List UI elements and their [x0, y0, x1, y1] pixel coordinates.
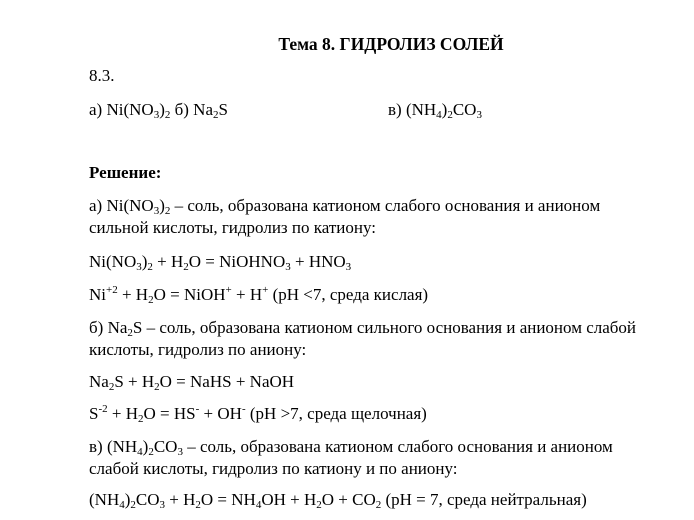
task-number: 8.3.: [89, 66, 115, 85]
task-c-formula: $(NH_4)_2CO_3$: [405, 100, 482, 121]
part-b-equation-2: $S^{-2} + H_2O = HS^- + OH^-$ (pH >7, среда щелочная): [89, 403, 427, 425]
part-a-line1: а) $Ni(NO_3)_2$ – соль, образована катионом слабого основания и анионом: [89, 196, 601, 217]
part-a-equation-1: $Ni(NO_3)_2 + H_2O$ = NiOHNO$_3$ + $HNO_3$: [89, 252, 352, 273]
task-a-label: а): [89, 100, 103, 119]
part-b-equation-1: $Na_2S + H_2O$ = NaHS + NaOH: [89, 372, 295, 393]
part-c-line1: в) $(NH_4)_2CO_3$ – соль, образована катионом слабого основания и анионом: [89, 437, 613, 458]
task-c-label: в): [388, 100, 402, 119]
task-line: [89, 100, 649, 120]
solution-heading: Решение:: [89, 163, 162, 182]
part-c-line2: слабой кислоты, гидролиз по катиону и по аниону:: [89, 459, 458, 478]
part-c-equation-1: $(NH_4)_2CO_3 + H_2O = NH_4OH + H_2O + CO_2$ (pH = 7, среда нейтральная): [89, 490, 587, 511]
part-b-line1: б) $Na_2S$ – соль, образована катионом сильного основания и анионом слабой: [89, 318, 637, 339]
task-b-formula: $Na_2S$: [193, 100, 228, 121]
part-a-line2: сильной кислоты, гидролиз по катиону:: [89, 218, 376, 237]
page-title: Тема 8. ГИДРОЛИЗ СОЛЕЙ: [278, 34, 504, 54]
task-c: [388, 100, 482, 120]
part-b-line2: кислоты, гидролиз по аниону:: [89, 340, 307, 359]
task-b-label: б): [174, 100, 189, 119]
task-a-formula: $Ni(NO_3)_2$: [106, 100, 171, 121]
part-a-equation-2: $Ni^{+2} + H_2O$ = NiOH+ + H+ (pH <7, среда кислая): [89, 284, 429, 306]
